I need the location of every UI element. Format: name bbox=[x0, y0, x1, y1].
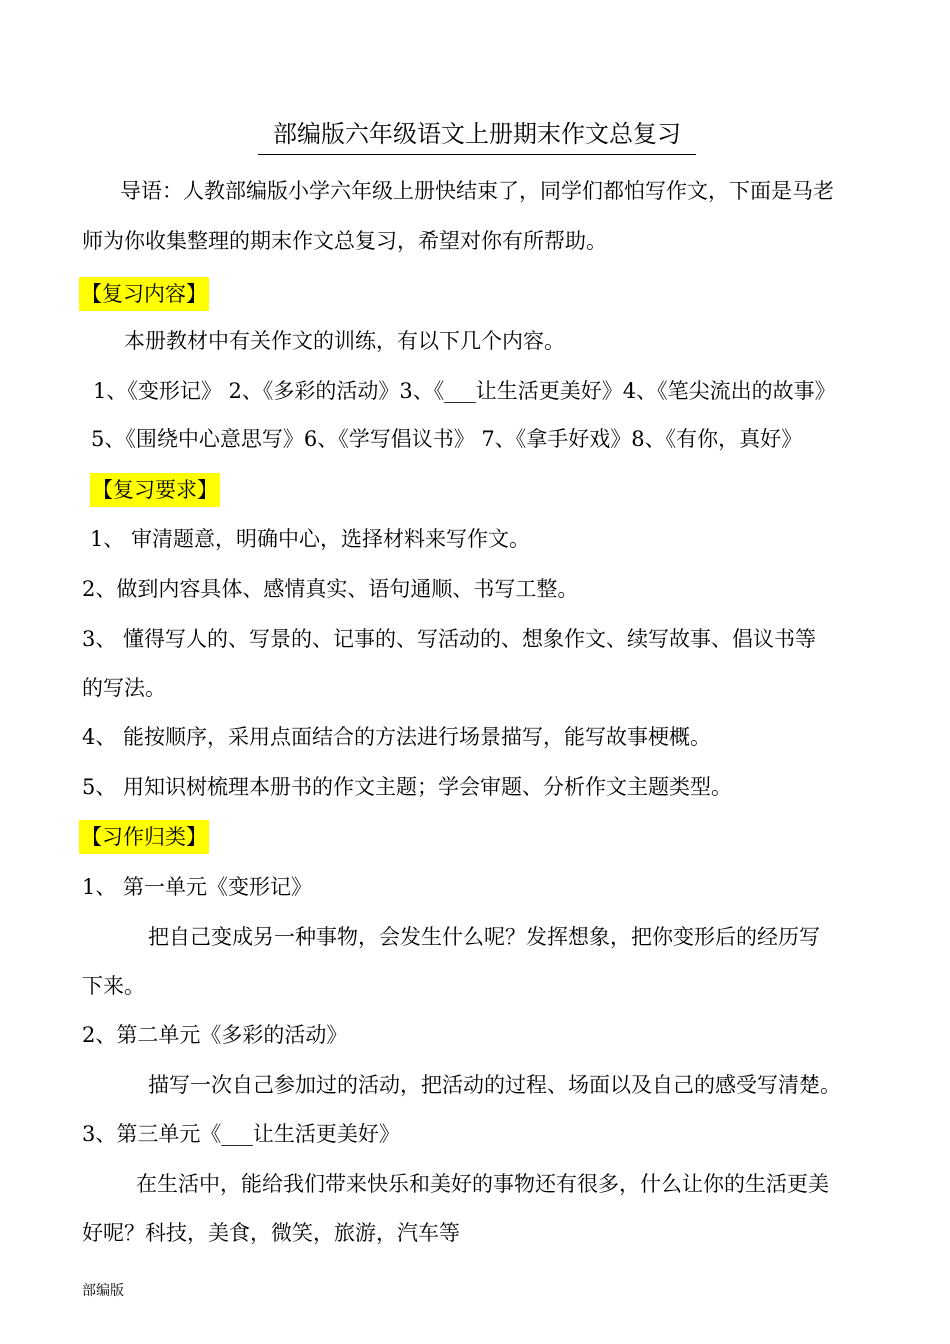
unit-1-desc-line-1: 把自己变成另一种事物，会发生什么呢？发挥想象，把你变形后的经历写 bbox=[148, 925, 820, 949]
intro-line-1: 导语：人教部编版小学六年级上册快结束了，同学们都怕写作文，下面是马老 bbox=[120, 179, 834, 203]
requirement-1: 1、 审清题意，明确中心，选择材料来写作文。 bbox=[90, 527, 531, 551]
unit-2-title: 2、第二单元《多彩的活动》 bbox=[82, 1023, 348, 1047]
intro-line-2: 师为你收集整理的期末作文总复习，希望对你有所帮助。 bbox=[82, 229, 607, 253]
page-title: 部编版六年级语文上册期末作文总复习 bbox=[258, 116, 696, 155]
section-heading-categories: 【习作归类】 bbox=[79, 820, 209, 854]
unit-2-desc: 描写一次自己参加过的活动，把活动的过程、场面以及自己的感受写清楚。 bbox=[148, 1073, 841, 1097]
requirement-2: 2、做到内容具体、感情真实、语句通顺、书写工整。 bbox=[82, 577, 579, 601]
content-description: 本册教材中有关作文的训练，有以下几个内容。 bbox=[124, 329, 565, 353]
requirement-3-line-1: 3、 懂得写人的、写景的、记事的、写活动的、想象作文、续写故事、倡议书等 bbox=[82, 627, 817, 651]
unit-3-desc-line-2: 好呢？科技，美食，微笑，旅游，汽车等 bbox=[82, 1221, 460, 1245]
unit-3-title: 3、第三单元《___让生活更美好》 bbox=[82, 1122, 400, 1146]
requirement-5: 5、 用知识树梳理本册书的作文主题；学会审题、分析作文主题类型。 bbox=[82, 775, 733, 799]
unit-1-title: 1、 第一单元《变形记》 bbox=[82, 875, 313, 899]
page-footer: 部编版 bbox=[82, 1283, 124, 1299]
content-list-line-2: 5、《围绕中心意思写》6、《学写倡议书》 7、《拿手好戏》8、《有你，真好》 bbox=[91, 427, 803, 451]
section-heading-content: 【复习内容】 bbox=[79, 277, 209, 311]
unit-1-desc-line-2: 下来。 bbox=[82, 974, 145, 998]
requirement-4: 4、 能按顺序，采用点面结合的方法进行场景描写，能写故事梗概。 bbox=[82, 725, 712, 749]
section-heading-requirements: 【复习要求】 bbox=[90, 473, 220, 507]
content-list-line-1: 1、《变形记》 2、《多彩的活动》3、《___让生活更美好》4、《笔尖流出的故事》 bbox=[93, 379, 836, 403]
unit-3-desc-line-1: 在生活中，能给我们带来快乐和美好的事物还有很多，什么让你的生活更美 bbox=[136, 1172, 829, 1196]
requirement-3-line-2: 的写法。 bbox=[82, 676, 166, 700]
